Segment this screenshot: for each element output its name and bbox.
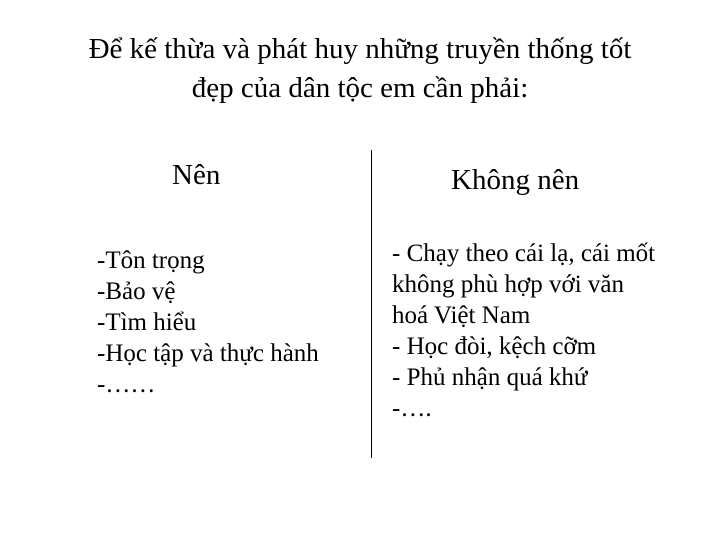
list-item: -……: [97, 371, 156, 398]
list-item: -Học tập và thực hành: [97, 340, 319, 367]
slide-title: [20, 30, 700, 108]
column-heading-should: Nên: [172, 159, 221, 191]
should-list: [97, 245, 319, 400]
list-item: -Tôn trọng: [97, 247, 205, 274]
list-item: - Phủ nhận quá khứ: [392, 364, 588, 391]
title-line-2: đẹp của dân tộc em cần phải:: [191, 72, 529, 104]
list-item: hoá Việt Nam: [392, 302, 531, 329]
list-item: - Học đòi, kệch cỡm: [392, 333, 597, 360]
list-item: - Chạy theo cái lạ, cái mốt: [392, 240, 656, 267]
column-divider: [371, 150, 372, 458]
list-item: -….: [392, 395, 432, 422]
list-item: không phù hợp với văn: [392, 271, 624, 298]
list-item: -Bảo vệ: [97, 278, 176, 305]
column-heading-should-not: Không nên: [451, 164, 580, 196]
title-line-1: Để kế thừa và phát huy những truyền thống tốt: [88, 33, 632, 65]
list-item: -Tìm hiểu: [97, 309, 197, 336]
should-not-list: [392, 238, 712, 424]
